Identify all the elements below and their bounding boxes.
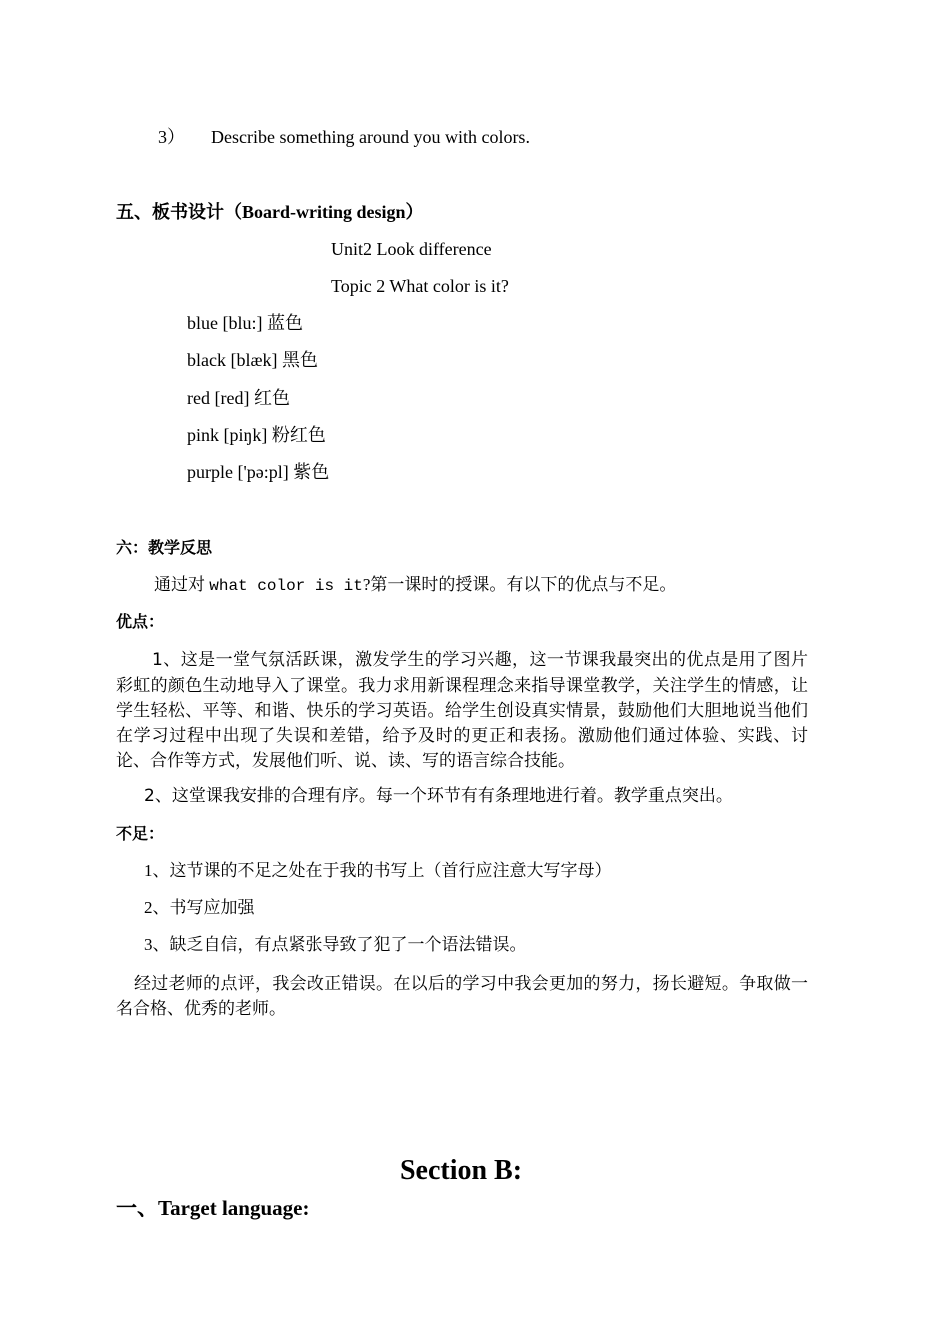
- intro-mono: what color is it: [209, 577, 363, 595]
- board-heading-en: Board-writing design: [242, 202, 406, 222]
- vocab-item: blue [blu:] 蓝色: [187, 313, 303, 333]
- intro-post: ?第一课时的授课。有以下的优点与不足。: [362, 575, 677, 594]
- board-title-topic: Topic 2 What color is it?: [331, 276, 509, 296]
- pro2-text: 、这堂课我安排的合理有序。每一个环节有有条理地进行着。教学重点突出。: [154, 786, 733, 805]
- reflection-heading: 六：教学反思: [116, 538, 213, 557]
- vocab-item: black [blæk] 黑色: [187, 350, 318, 370]
- target-cn: 一、: [116, 1196, 158, 1220]
- pro2-number: 2: [144, 786, 155, 806]
- pros-label: 优点：: [116, 612, 165, 631]
- pro1-text: 、这是一堂气氛活跃课，激发学生的学习兴趣，这一节课我最突出的优点是用了图片彩虹的颜色生动地导入了课堂。我力求用新课程理念来指导课堂教学，关注学生的情感，让学生轻松、平等、和谐、快乐的学习英语。给学生创设真实情景，鼓励他们大胆地说当他们在学习过程中出现了失误和差错，给予及时的更正和表扬。激励他们通过体验、实践、讨论、合作等方式，发展他们听、说、读、写的语言综合技能。: [116, 650, 808, 770]
- pro-paragraph-2: [144, 785, 733, 807]
- cons-item: 1、这节课的不足之处在于我的书写上（首行应注意大写字母）: [144, 861, 612, 880]
- item-3-text: Describe something around you with colors.: [211, 127, 530, 147]
- vocab-item: pink [piŋk] 粉红色: [187, 425, 326, 445]
- pro1-number: 1: [152, 650, 163, 670]
- intro-pre: 通过对: [154, 575, 210, 594]
- item-3-number: 3）: [158, 127, 185, 147]
- board-title-unit: Unit2 Look difference: [331, 239, 492, 259]
- board-heading-close: ）: [405, 202, 424, 222]
- target-en: Target language:: [158, 1196, 310, 1220]
- vocab-item: purple ['pə:pl] 紫色: [187, 462, 330, 482]
- vocab-item: red [red] 红色: [187, 388, 290, 408]
- cons-item: 3、缺乏自信，有点紧张导致了犯了一个语法错误。: [144, 935, 527, 954]
- target-language-heading: [116, 1194, 309, 1222]
- section-b-title: Section B:: [399, 1155, 523, 1186]
- reflection-intro: [154, 574, 676, 597]
- pro-paragraph-1: [116, 647, 808, 773]
- closing-paragraph: 经过老师的点评，我会改正错误。在以后的学习中我会更加的努力，扬长避短。争取做一名合格、优秀的老师。: [116, 974, 808, 1018]
- board-heading-cn: 五、板书设计（: [116, 202, 242, 222]
- cons-label: 不足：: [116, 824, 165, 843]
- cons-item: 2、书写应加强: [144, 898, 255, 917]
- board-design-heading: [116, 200, 424, 224]
